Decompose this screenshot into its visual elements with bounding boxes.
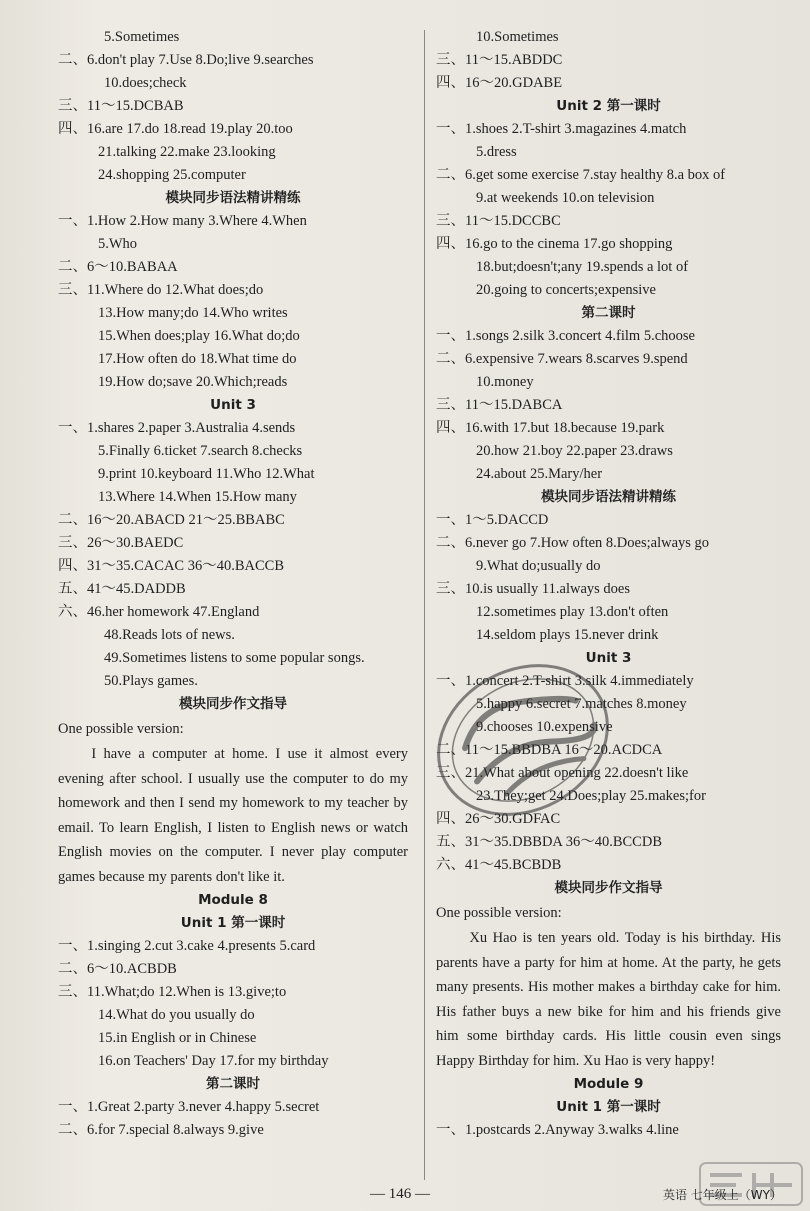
answer-line: 三、11～15.DCCBC: [436, 213, 561, 229]
section-heading: 模块同步语法精讲精练: [165, 190, 301, 206]
answer-line: 12.sometimes play 13.don't often: [476, 604, 669, 620]
answer-line: 16.on Teachers' Day 17.for my birthday: [98, 1053, 329, 1069]
answer-line: 5.Sometimes: [104, 29, 180, 45]
answer-line: 10.Sometimes: [476, 29, 559, 45]
answer-line: 一、1.shares 2.paper 3.Australia 4.sends: [58, 420, 296, 436]
section-heading: 模块同步作文指导: [554, 880, 663, 896]
answer-line: 三、11～15.DCBAB: [58, 98, 184, 114]
section-heading: Module 9: [573, 1076, 644, 1092]
answer-line: 10.money: [476, 374, 534, 390]
section-heading: Unit 1 第一课时: [556, 1099, 661, 1115]
left-answer-lines-2: [58, 889, 408, 1142]
answer-line: 一、1.How 2.How many 3.Where 4.When: [58, 213, 307, 229]
section-heading: Module 8: [198, 892, 268, 908]
answer-line: 六、46.her homework 47.England: [58, 604, 260, 620]
answer-line: 5.dress: [476, 144, 517, 160]
answer-line: 23.They;get 24.Does;play 25.makes;for: [476, 788, 706, 804]
answer-line: 15.When does;play 16.What do;do: [98, 328, 300, 344]
answer-line: 24.about 25.Mary/her: [476, 466, 603, 482]
page-footer: [0, 1182, 810, 1206]
answer-line: 5.happy 6.secret 7.matches 8.money: [476, 696, 687, 712]
answer-line: 二、6.for 7.special 8.always 9.give: [58, 1122, 264, 1138]
answer-line: 15.in English or in Chinese: [98, 1030, 257, 1046]
answer-line: 20.going to concerts;expensive: [476, 282, 656, 298]
section-heading: 第二课时: [581, 305, 636, 321]
right-answer-lines: [436, 26, 781, 900]
answer-line: 四、16～20.GDABE: [436, 75, 563, 91]
answer-line: 三、21.What about opening 22.doesn't like: [436, 765, 689, 781]
answer-line: 一、1.shoes 2.T-shirt 3.magazines 4.match: [436, 121, 687, 137]
left-version-label: One possible version:: [58, 721, 184, 737]
answer-line: 四、16.are 17.do 18.read 19.play 20.too: [58, 121, 293, 137]
left-answer-lines: [58, 26, 408, 716]
answer-line: 四、26～30.GDFAC: [436, 811, 561, 827]
answer-line: 四、16.go to the cinema 17.go shopping: [436, 236, 673, 252]
answer-line: 二、11～15.BBDBA 16～20.ACDCA: [436, 742, 663, 758]
answer-line: 50.Plays games.: [104, 673, 198, 689]
answer-line: 一、1.concert 2.T-shirt 3.silk 4.immediately: [436, 673, 694, 689]
answer-line: 二、6.get some exercise 7.stay healthy 8.a box of: [436, 167, 726, 183]
answer-line: 三、11.What;do 12.When is 13.give;to: [58, 984, 287, 1000]
right-version-label: One possible version:: [436, 905, 562, 921]
answer-line: 二、16～20.ABACD 21～25.BBABC: [58, 512, 285, 528]
section-heading: 第二课时: [206, 1076, 260, 1092]
answer-line: 13.Where 14.When 15.How many: [98, 489, 297, 505]
section-heading: Unit 3: [585, 650, 632, 666]
answer-line: 三、11.Where do 12.What does;do: [58, 282, 264, 298]
answer-line: 17.How often do 18.What time do: [98, 351, 297, 367]
answer-line: 四、31～35.CACAC 36～40.BACCB: [58, 558, 284, 574]
answer-line: 五、31～35.DBBDA 36～40.BCCDB: [436, 834, 662, 850]
section-heading: 模块同步语法精讲精练: [541, 489, 676, 505]
left-essay: I have a computer at home. I use it almost every evening after school. I usually use the computer to do my homework and then I send my homework to my teacher by email. To learn English, I listen to English news or watch English movies on the computer. I never play computer games because my parents don't like it.: [58, 746, 408, 885]
answer-line: 21.talking 22.make 23.looking: [98, 144, 276, 160]
answer-line: 5.Who: [98, 236, 138, 252]
answer-line: 四、16.with 17.but 18.because 19.park: [436, 420, 665, 436]
answer-line: 二、6.don't play 7.Use 8.Do;live 9.searches: [58, 52, 314, 68]
section-heading: Unit 2 第一课时: [556, 98, 661, 114]
left-column: [58, 26, 408, 1142]
right-answer-lines-2: [436, 1073, 781, 1142]
answer-line: 13.How many;do 14.Who writes: [98, 305, 288, 321]
answer-line: 三、11～15.DABCA: [436, 397, 563, 413]
answer-line: 18.but;doesn't;any 19.spends a lot of: [476, 259, 689, 275]
answer-line: 9.at weekends 10.on television: [476, 190, 655, 206]
answer-line: 三、10.is usually 11.always does: [436, 581, 630, 597]
answer-line: 48.Reads lots of news.: [104, 627, 235, 643]
answer-line: 二、6～10.ACBDB: [58, 961, 177, 977]
answer-line: 49.Sometimes listens to some popular songs.: [104, 650, 365, 666]
section-heading: Unit 3: [210, 397, 256, 413]
answer-line: 五、41～45.DADDB: [58, 581, 186, 597]
answer-line: 一、1.Great 2.party 3.never 4.happy 5.secret: [58, 1099, 320, 1115]
answer-line: 一、1.postcards 2.Anyway 3.walks 4.line: [436, 1122, 679, 1138]
answer-line: 9.chooses 10.expensive: [476, 719, 613, 735]
answer-line: 一、1.songs 2.silk 3.concert 4.film 5.choose: [436, 328, 695, 344]
answer-line: 二、6.never go 7.How often 8.Does;always go: [436, 535, 710, 551]
answer-line: 10.does;check: [104, 75, 187, 91]
section-heading: Unit 1 第一课时: [180, 915, 286, 931]
answer-line: 19.How do;save 20.Which;reads: [98, 374, 288, 390]
section-heading: 模块同步作文指导: [179, 696, 287, 712]
answer-line: 二、6.expensive 7.wears 8.scarves 9.spend: [436, 351, 688, 367]
answer-line: 14.seldom plays 15.never drink: [476, 627, 659, 643]
answer-line: 14.What do you usually do: [98, 1007, 255, 1023]
answer-line: 24.shopping 25.computer: [98, 167, 246, 183]
answer-line: 5.Finally 6.ticket 7.search 8.checks: [98, 443, 303, 459]
answer-line: 一、1～5.DACCD: [436, 512, 549, 528]
column-divider: [424, 30, 425, 1180]
answer-line: 三、26～30.BAEDC: [58, 535, 184, 551]
answer-line: 20.how 21.boy 22.paper 23.draws: [476, 443, 673, 459]
answer-line: 一、1.singing 2.cut 3.cake 4.presents 5.card: [58, 938, 316, 954]
subject-label: 英语 七年级上（WY）: [662, 1188, 782, 1202]
answer-line: 六、41～45.BCBDB: [436, 857, 562, 873]
right-column: [436, 26, 781, 1142]
answer-line: 9.print 10.keyboard 11.Who 12.What: [98, 466, 315, 482]
answer-line: 二、6～10.BABAA: [58, 259, 178, 275]
page-number: — 146 —: [370, 1186, 430, 1202]
answer-line: 9.What do;usually do: [476, 558, 601, 574]
answer-line: 三、11～15.ABDDC: [436, 52, 563, 68]
right-essay: Xu Hao is ten years old. Today is his birthday. His parents have a party for him at home. At the party, he gets many presents. His mother makes a birthday cake for him. His father buys a new bike for him and his friends give him some birthday cards. His little cousin even sings Happy Birthday for him. Xu Hao is very happy!: [436, 930, 781, 1069]
